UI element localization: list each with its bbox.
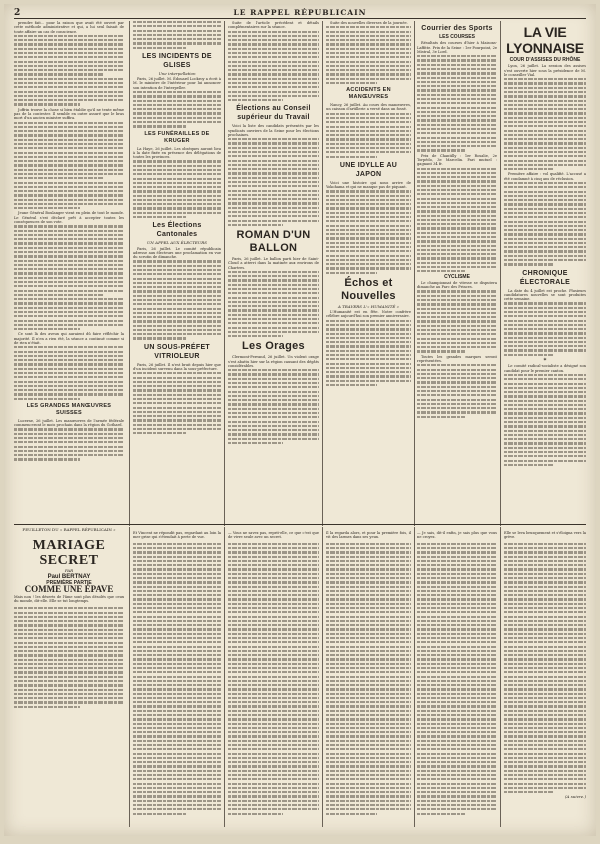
column-rule <box>224 21 225 526</box>
paragraph: Première affaire : vol qualifié. L'accusé a été condamné à cinq ans de réclusion. <box>504 172 586 181</box>
feuilleton-column-1 <box>14 527 124 827</box>
text-block <box>417 364 497 418</box>
paragraph: Paris, 26 juillet. M. Édouard Lockroy a écrit à M. le ministre de l'intérieur pour lui annoncer son intention de l'interpeller. <box>133 77 221 90</box>
paragraph: Paris, 26 juillet. Il n'est bruit depuis hier que d'un incident survenu dans la sous-préfecture. <box>133 362 221 371</box>
paragraph: Le comité radical-socialiste a désigné son candidat pour le premier canton. <box>504 364 586 373</box>
column-rule <box>322 21 323 526</box>
headline: CHRONIQUE ÉLECTORALE <box>519 269 571 286</box>
text-block <box>14 122 124 210</box>
feuilleton-column-4 <box>326 527 411 827</box>
paragraph: Jeune Général Boulanger vient en plein de tout le monde. Le Général s'est déclaré prêt à accepter toutes les conséquences de son vote. <box>14 211 124 225</box>
headline: LES INCIDENTS DE GLISES <box>142 52 212 69</box>
paragraph: Toutes les grandes marques seront représentées. <box>417 354 497 363</box>
paragraph: Mais non ! les déserts de l'âme sont plus désolés que ceux du monde, dit-elle. Elle se tut longtemps. <box>14 595 124 604</box>
paragraph: Joffrin trouve la chose si bien établie qu'il ne tente même pas de la contester. Il semble en outre assuré que le bras mort d'un ancien ministre suffira. <box>14 107 124 121</box>
text-block <box>133 543 221 815</box>
text-block <box>14 428 124 460</box>
article-column-2 <box>133 21 221 526</box>
text-block <box>14 35 124 106</box>
text-block <box>504 182 586 266</box>
paragraph: Ce sont là des aveux qui auraient dû faire réfléchir la majorité. Il n'en a rien été, la séance a continué comme si de rien n'était. <box>14 332 124 345</box>
text-block <box>417 55 497 151</box>
to-be-continued: (A suivre.) <box>565 794 586 800</box>
text-block <box>14 225 124 330</box>
subheadline: Une interpellation <box>158 70 196 76</box>
paragraph: Il la regarda alors, et pour la première fois, il vit des larmes dans ses yeux. <box>326 530 411 539</box>
headline: Les Élections Cantonales <box>152 222 202 239</box>
text-block <box>133 91 221 127</box>
text-block <box>504 543 586 794</box>
paragraph: prendre fait... pour la raison que avait été ouvert par cette méthode administrative et qui, a lui seul faisait de toute affaire un cas de conscience. <box>14 21 124 34</box>
paragraph: Le championnat de vitesse se disputera dimanche au Parc des Princes. <box>417 280 497 290</box>
text-block <box>417 290 497 352</box>
serial-par: PAR <box>64 568 74 574</box>
serial-subtitle: COMME UNE ÉPAVE <box>24 584 114 595</box>
paragraph: Prix de Chantilly : 1er Rosalie, 2e Torpédo, 3e Marcelin. Pari mutuel : gagnant 34 fr. <box>417 153 497 167</box>
subheadline: A TRAVERS L'« HUMANITÉ » <box>337 303 400 309</box>
headline: LA VIE LYONNAISE <box>506 24 584 56</box>
paragraph: Paris, 26 juillet. Le comité républicain adresse aux électeurs une proclamation en vue du scrutin de dimanche. <box>133 246 221 260</box>
article-column-3 <box>228 21 319 526</box>
text-block <box>133 260 221 339</box>
paragraph: — Je sais, dit-il enfin, je sais plus que vous ne croyez. <box>417 530 497 539</box>
column-rule <box>500 21 501 526</box>
feuilleton-label: FEUILLETON DU « RAPPEL RÉPUBLICAIN » <box>22 527 116 532</box>
section-divider: ✶ <box>542 357 548 364</box>
text-block <box>228 138 319 226</box>
text-block <box>326 26 411 84</box>
text-block <box>326 543 411 815</box>
text-block <box>228 369 319 444</box>
feuilleton-column-2 <box>133 527 221 827</box>
newspaper-page <box>4 4 596 836</box>
headline: Courrier des Sports <box>421 25 493 32</box>
subheadline: UN APPEL AUX ÉLECTEURS <box>147 240 207 246</box>
text-block <box>504 374 586 466</box>
subheadline: COUR D'ASSISES DU RHÔNE <box>509 57 581 63</box>
paragraph: Lyon, 26 juillet. La session des assises s'est ouverte hier sous la présidence de M. le conseiller Vial. <box>504 64 586 77</box>
article-column-4 <box>326 21 411 526</box>
serial-author: Paul BERTNAY <box>47 573 91 580</box>
newspaper-title: LE RAPPEL RÉPUBLICAIN <box>233 8 367 17</box>
text-block <box>228 271 319 337</box>
column-rule <box>224 527 225 827</box>
subheadline: CYCLISME <box>444 273 470 280</box>
text-block <box>504 302 586 356</box>
text-block <box>504 78 586 170</box>
masthead <box>14 8 586 19</box>
headline: ROMAN D'UN BALLON <box>236 228 311 254</box>
serial-part: PREMIÈRE PARTIE <box>46 579 92 586</box>
column-rule <box>414 527 415 827</box>
headline: Élections au Conseil supérieur du Travail <box>236 105 311 122</box>
paragraph: — Vous ne savez pas, reprit-elle, ce que c'est que de vivre seule avec un secret. <box>228 530 319 539</box>
feuilleton-column-6 <box>504 527 586 827</box>
headline: Les Orages <box>242 340 305 353</box>
text-block <box>14 607 124 708</box>
paragraph: Lucerne, 26 juillet. Les manœuvres de l'armée fédérale commenceront le mois prochain dans la région du Gothard. <box>14 418 124 428</box>
text-block <box>326 190 411 274</box>
text-block <box>326 320 411 386</box>
paragraph: Suite des nouvelles diverses de la journée. <box>330 21 408 25</box>
serial-title: MARIAGE SECRET <box>32 538 106 569</box>
text-block <box>133 160 221 218</box>
paragraph: Voici la liste des candidats présentés par les syndicats ouvriers de la Seine pour les élections prochaines. <box>228 124 319 137</box>
headline: UN SOUS-PRÉFET VITRIOLEUR <box>143 343 211 360</box>
paragraph: Paris, 26 juillet. Le ballon parti hier de Saint-Cloud a atterri dans la matinée aux environs de Chartres. <box>228 256 319 270</box>
headline: LES GRANDES MANŒUVRES SUISSES <box>26 402 112 416</box>
article-column-6 <box>504 21 586 526</box>
column-rule <box>500 527 501 827</box>
paragraph: Suite de l'article précédent et détails complémentaires sur la séance. <box>228 21 319 30</box>
headline: ACCIDENTS EN MANŒUVRES <box>346 87 391 101</box>
paragraph: La date du 4 juillet est proche. Plusieurs candidatures nouvelles se sont produites cette semaine. <box>504 288 586 302</box>
paragraph: Nancy, 26 juillet. Au cours des manœuvres, un caisson d'artillerie a versé dans un fossé. <box>326 103 411 112</box>
article-column-5 <box>417 21 497 526</box>
column-rule <box>129 21 130 526</box>
headline: LES FUNÉRAILLES DE KRUGER <box>144 130 210 144</box>
column-rule <box>129 527 130 827</box>
column-rule <box>414 21 415 526</box>
text-block <box>228 543 319 815</box>
text-block <box>228 31 319 102</box>
paragraph: Résultats des courses d'hier à Maisons-Laffitte. Prix de la Seine : 1er Pourpoint, 2e Mistral, 3e Lord. <box>417 41 497 54</box>
paragraph: Elle se leva brusquement et s'éloigna vers la grève. <box>504 530 586 539</box>
text-block <box>133 372 221 434</box>
feuilleton-column-5 <box>417 527 497 827</box>
column-rule <box>322 527 323 827</box>
feuilleton-rule <box>14 524 586 525</box>
text-block <box>14 346 124 400</box>
text-block <box>417 168 497 273</box>
subheadline: LES COURSES <box>439 34 475 40</box>
article-column-1 <box>14 21 124 526</box>
paragraph: Voici une histoire qui nous arrive de Yokohama et qui ne manque pas de piquant. <box>326 180 411 190</box>
feuilleton-column-3 <box>228 527 319 827</box>
paragraph: La Haye, 26 juillet. Les obsèques auront lieu à la date fixée en présence des délégations de toutes les provinces. <box>133 146 221 160</box>
paragraph: L'Humanité est en fête. Notre confrère célèbre aujourd'hui son premier anniversaire. <box>326 310 411 319</box>
text-block <box>326 113 411 158</box>
headline: Échos et Nouvelles <box>341 276 396 302</box>
headline: UNE IDYLLE AU JAPON <box>339 161 398 178</box>
text-block <box>417 543 497 815</box>
text-block <box>133 21 221 49</box>
paragraph: Clermont-Ferrand, 26 juillet. Un violent orage s'est abattu hier sur la région causant des dégâts considérables. <box>228 355 319 368</box>
paragraph: Et Vincent ne répondit pas, regardant au loin la mer grise qui s'étendait à perte de vue. <box>133 530 221 539</box>
page-number: 2 <box>14 8 22 18</box>
